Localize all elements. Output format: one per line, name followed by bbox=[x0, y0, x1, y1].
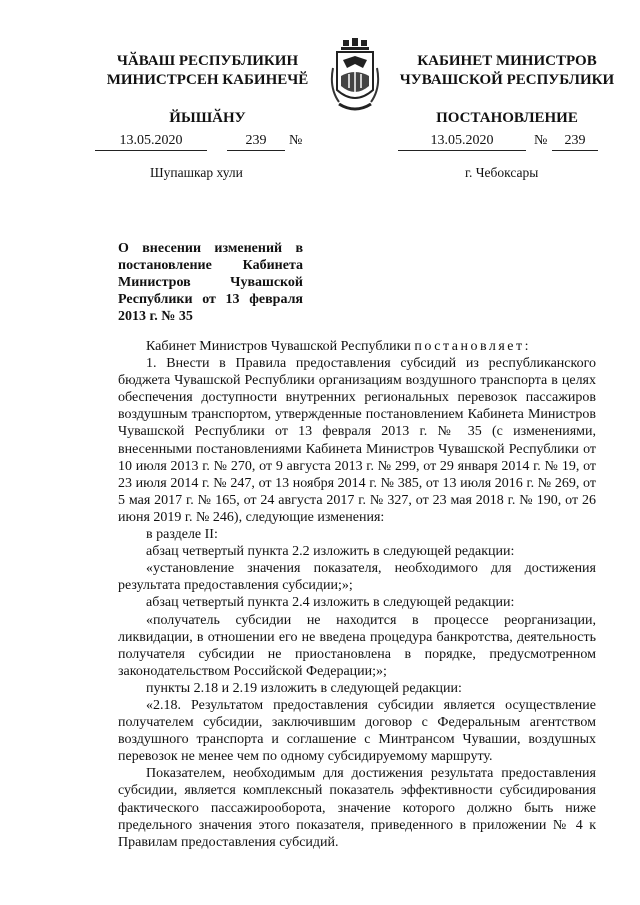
body-paragraph: пункты 2.18 и 2.19 изложить в следующей редакции: bbox=[146, 680, 462, 696]
date-line-right bbox=[398, 133, 608, 151]
number-sign-left: № bbox=[289, 133, 303, 148]
header-left-line1: ЧӐВАШ РЕСПУБЛИКИН bbox=[116, 53, 299, 69]
body-paragraph: «получатель субсидии не находится в процессе реорганизации, ликвидации, в отношении его не введена процедура банкротства, деятельность получателя субсидии не приостановлена в порядке, предусмотренном законодательством Российской Федерации;»; bbox=[118, 612, 596, 679]
header-right-doc-type: ПОСТАНОВЛЕНИЕ bbox=[436, 110, 578, 126]
document-body bbox=[118, 338, 596, 851]
body-paragraph: в разделе II: bbox=[146, 527, 218, 543]
header-right-line2: ЧУВАШСКОЙ РЕСПУБЛИКИ bbox=[399, 72, 615, 88]
intro-prefix: Кабинет Министров Чувашской Республики bbox=[146, 339, 411, 354]
city-right: г. Чебоксары bbox=[465, 165, 539, 180]
intro-paragraph bbox=[118, 338, 596, 355]
body-paragraph: абзац четвертый пункта 2.4 изложить в следующей редакции: bbox=[146, 595, 515, 611]
body-paragraph: «установление значения показателя, необходимого для достижения результата предоставления субсидии;»; bbox=[118, 561, 596, 594]
number-right: 239 bbox=[552, 133, 598, 151]
body-paragraph: «2.18. Результатом предоставления субсидии является осуществление получателем субсидии, заключившим договор с Федеральным агентством воздушного транспорта и соглашение с Минтрансом Чувашии, воздушных перевозок не менее чем по одному субсидируемому маршруту. bbox=[118, 697, 596, 765]
header-right-line1: КАБИНЕТ МИНИСТРОВ bbox=[417, 53, 597, 69]
date-left: 13.05.2020 bbox=[95, 133, 207, 151]
header-right-russian bbox=[392, 52, 622, 128]
body-paragraph: 1. Внести в Правила предоставления субсидий из республиканского бюджета Чувашской Республики организациям воздушного транспорта в целях обеспечения доступности внутренних региональных перевозок пассажиров воздушным транспортом, утвержденные постановлением Кабинета Министров Чувашской Республики от 13 февраля 2013 г. № 35 (с изменениями, внесенными постановлениями Кабинета Министров Чувашской Республики от 10 июля 2013 г. № 270, от 9 августа 2013 г. № 299, от 29 января 2014 г. № 19, от 23 июля 2014 г. № 247, от 13 ноября 2014 г. № 385, от 13 июля 2016 г. № 269, от 5 мая 2017 г. № 165, от 24 августа 2017 г. № 327, от 23 мая 2018 г. № 190, от 26 июня 2019 г. № 246), следующие изменения: bbox=[118, 356, 596, 525]
date-line-left bbox=[95, 133, 335, 151]
date-right: 13.05.2020 bbox=[398, 133, 526, 151]
number-sign-right: № bbox=[534, 133, 548, 148]
chuvash-emblem-icon bbox=[329, 38, 381, 118]
body-paragraph: Показателем, необходимым для достижения результата предоставления субсидии, является комплексный показатель эффективности субсидирования фактического пассажирооборота, значение которого должно быть ниже предельного значения этого показателя, приведенного в приложении № 4 к Правилам предоставления субсидий. bbox=[118, 766, 596, 850]
city-left: Шупашкар хули bbox=[150, 165, 243, 180]
body-paragraph: абзац четвертый пункта 2.2 изложить в следующей редакции: bbox=[146, 544, 515, 560]
intro-verb: постановляет: bbox=[414, 339, 532, 354]
header-left-line2: МИНИСТРСЕН КАБИНЕЧӖ bbox=[106, 72, 309, 88]
header-left-doc-type: ЙЫШӐНУ bbox=[169, 110, 246, 126]
header-left-chuvash bbox=[105, 52, 310, 128]
document-subject: О внесении изменений в постановление Кабинета Министров Чувашской Республики от 13 февраля 2013 г. № 35 bbox=[118, 241, 303, 324]
number-left: 239 bbox=[227, 133, 285, 151]
